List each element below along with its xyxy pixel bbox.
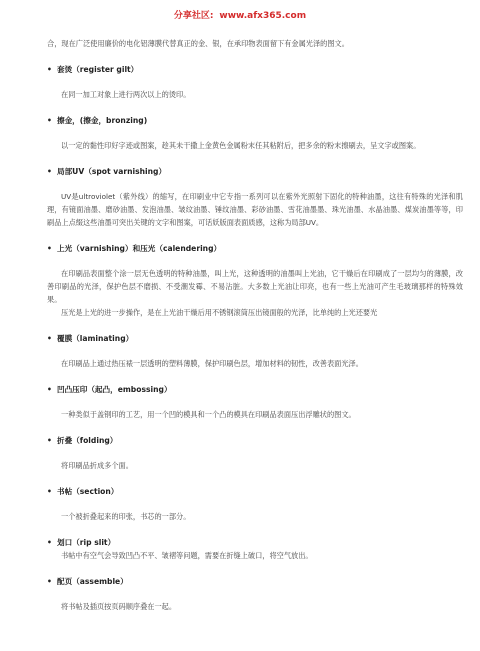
section-paragraph: 在印刷品上通过热压裱一层透明的塑料薄膜，保护印刷色层，增加材料的韧性，改善表面光泽。 [61, 359, 363, 368]
bullet-icon: • [47, 487, 52, 496]
section-heading-text: 配页（assemble） [57, 577, 128, 586]
section-bronzing [47, 114, 463, 152]
heading-gap [47, 345, 463, 357]
heading-gap [47, 447, 463, 459]
section-paragraph: 压光是上光的进一步操作，是在上光油干燥后用不锈钢滚筒压出镜面般的光泽，比单纯的上光还要光 [61, 308, 378, 317]
bullet-icon: • [47, 436, 52, 445]
section-varnishing [47, 242, 463, 319]
section-heading [47, 536, 463, 549]
intro-paragraph: 合，现在广泛使用廉价的电化铝薄膜代替真正的金、银，在承印物表面留下有金属光泽的图文。 [47, 39, 349, 48]
bullet-icon: • [47, 538, 52, 547]
heading-gap [47, 498, 463, 510]
section-heading-text: 擦金，(擦金，bronzing) [57, 116, 148, 125]
section-paragraph: 以一定的黏性印好字迹或图案，趁其未干撒上金黄色金属粉末任其粘附后，把多余的粉末擦刷去，呈文字或图案。 [61, 141, 421, 150]
section-embossing [47, 383, 463, 421]
section-heading-text: 上光（varnishing）和压光（calendering） [57, 244, 222, 253]
section-heading [47, 242, 463, 255]
section-heading [47, 63, 463, 76]
section-heading-text: 覆膜（laminating） [57, 334, 134, 343]
bullet-icon: • [47, 334, 52, 343]
page-header [0, 8, 480, 21]
heading-gap [47, 76, 463, 88]
heading-gap [47, 255, 463, 267]
heading-gap [47, 178, 463, 190]
heading-gap [47, 588, 463, 600]
section-heading [47, 434, 463, 447]
section-heading [47, 485, 463, 498]
section-heading [47, 165, 463, 178]
section-paragraph: 一个被折叠起来的印张，书芯的一部分。 [61, 512, 191, 521]
section-section [47, 485, 463, 523]
bullet-icon: • [47, 167, 52, 176]
section-paragraph: 将书帖及插页按页码顺序叠在一起。 [61, 602, 177, 611]
section-heading-text: 划口（rip slit） [57, 538, 116, 547]
site-url: www.afx365.com [219, 11, 307, 21]
section-paragraph: 在印刷品表面整个涂一层无色透明的特种油墨，叫上光，这种透明的油墨叫上光油，它干燥后在印刷成了一层均匀的薄膜，改善印刷品的光泽，保护色层不磨损、不受潮发霉、不易沾脏。大多数上光油让印亮，也有一些上光油可产生毛玻璃那样的特殊效果。 [47, 269, 463, 304]
section-heading-text: 局部UV（spot varnishing） [57, 167, 167, 176]
bullet-icon: • [47, 65, 52, 74]
section-paragraph: 书帖中有空气会导致凹凸不平、皱褶等问题，需要在折缝上破口，将空气放出。 [61, 551, 313, 560]
section-heading-text: 凹凸压印（起凸，embossing） [57, 385, 172, 394]
section-paragraph: 一种类似于盖钢印的工艺，用一个凹的模具和一个凸的模具在印刷品表面压出浮雕状的图文。 [61, 410, 356, 419]
section-heading [47, 575, 463, 588]
site-logo: 分享社区: [173, 11, 214, 21]
bullet-icon: • [47, 385, 52, 394]
section-heading [47, 383, 463, 396]
section-heading-text: 折叠（folding） [57, 436, 118, 445]
section-laminating [47, 332, 463, 370]
section-heading [47, 332, 463, 345]
heading-gap [47, 127, 463, 139]
heading-gap [47, 396, 463, 408]
section-assemble [47, 575, 463, 613]
section-uv [47, 165, 463, 229]
section-paragraph: 将印刷品折成多个面。 [61, 461, 133, 470]
section-rip-slit [47, 536, 463, 562]
section-heading [47, 114, 463, 127]
section-register-gilt [47, 63, 463, 101]
section-heading-text: 套烫（register gilt） [57, 65, 139, 74]
bullet-icon: • [47, 116, 52, 125]
section-folding [47, 434, 463, 472]
document-body [47, 37, 463, 613]
section-paragraph: 在同一加工对象上进行两次以上的烫印。 [61, 90, 191, 99]
section-paragraph: UV是ultroviolet（紫外线）的缩写，在印刷业中它专指一系列可以在紫外光照射下固化的特种油墨，这往有特殊的光泽和肌理，有镜面油墨、磨砂油墨、发泡油墨、皱纹油墨、锤纹油墨、彩砂油墨、雪花油墨墨、珠光油墨、水晶油墨、煤炭油墨等等，印刷品上点缀这些油墨可突出关键的文字和图案，可话妖版面表面质感，这称为局部UV。 [47, 192, 463, 227]
section-heading-text: 书帖（section） [57, 487, 119, 496]
bullet-icon: • [47, 577, 52, 586]
bullet-icon: • [47, 244, 52, 253]
